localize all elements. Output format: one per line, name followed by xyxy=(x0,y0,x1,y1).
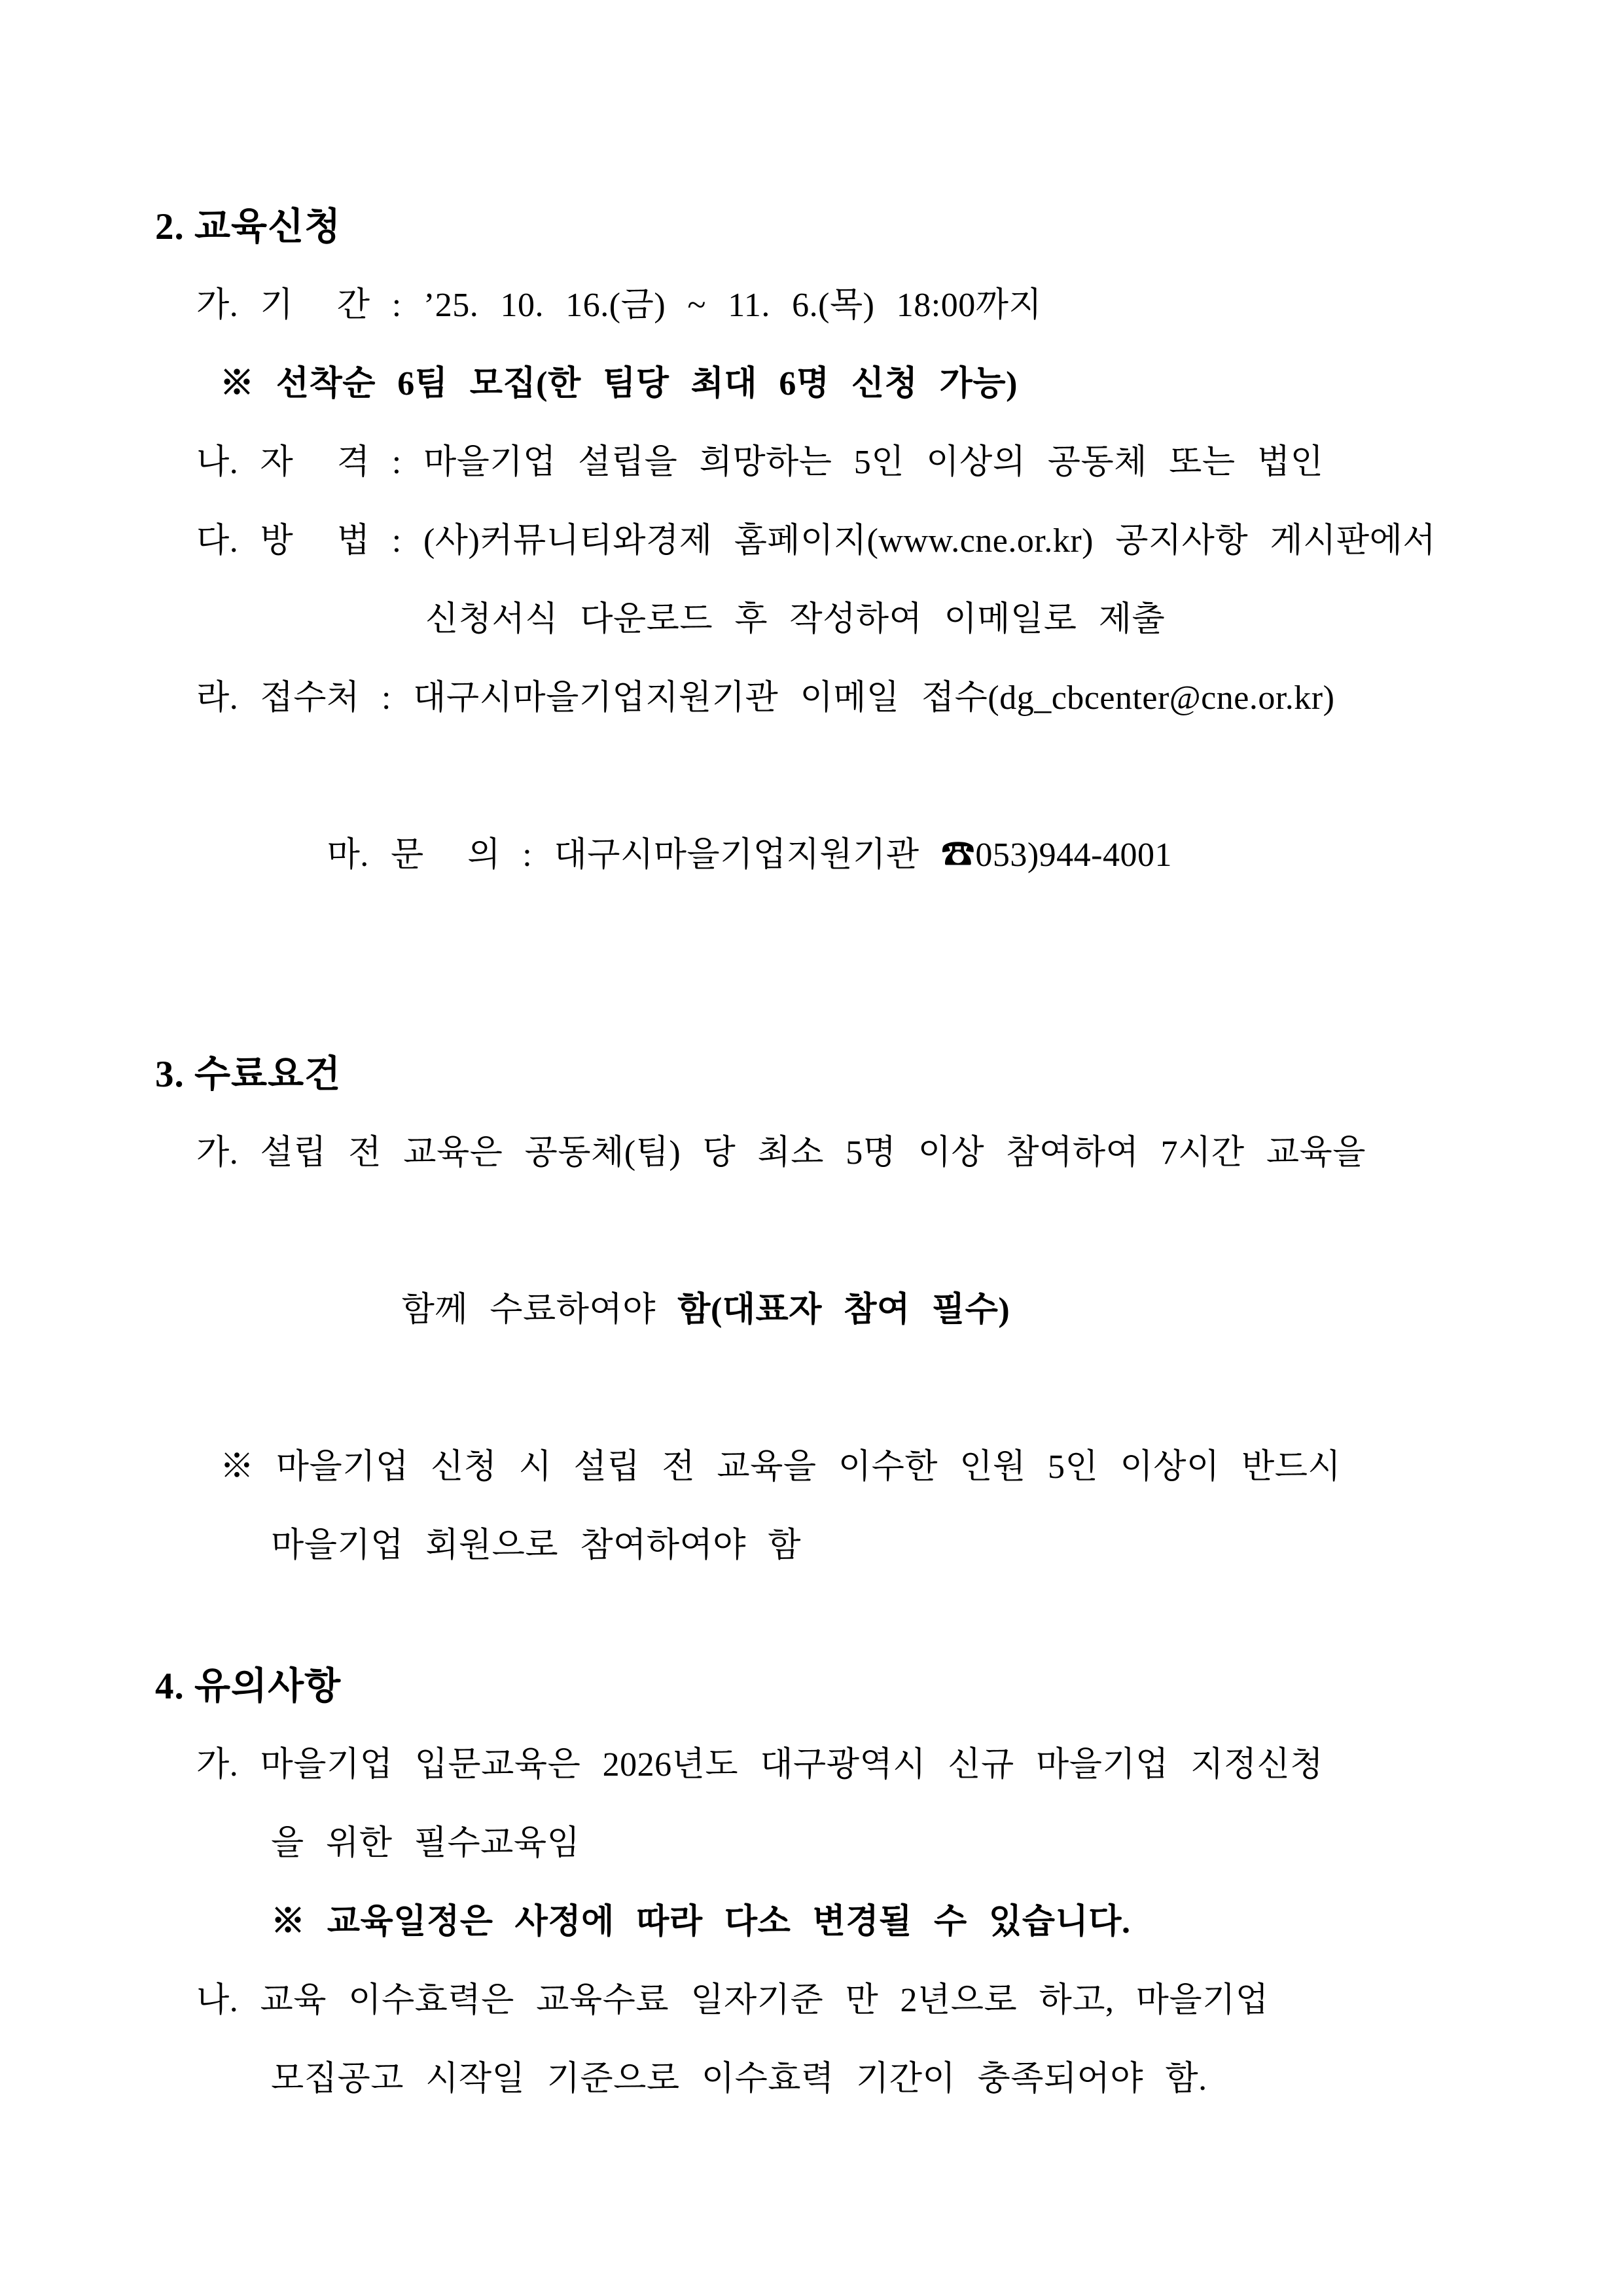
line-validity-period-cont: 모집공고 시작일 기준으로 이수효력 기간이 충족되어야 함. xyxy=(271,2060,1207,2098)
line-inquiry xyxy=(0,738,1623,973)
line-completion-note-cont: 마을기업 회원으로 참여하여야 함 xyxy=(271,1527,802,1564)
section-completion-requirements xyxy=(0,1035,1623,1585)
line-eligibility: 나. 자 격 : 마을기업 설립을 희망하는 5인 이상의 공동체 또는 법인 xyxy=(196,444,1324,481)
section-education-application xyxy=(0,188,1623,973)
representative-required-note: 함(대표자 참여 필수) xyxy=(677,1291,1010,1329)
line-application-method: 다. 방 법 : (사)커뮤니티와경제 홈페이지(www.cne.or.kr) 공지사항 게시판에서 xyxy=(196,522,1436,560)
line-submission-address: 라. 접수처 : 대구시마을기업지원기관 이메일 접수(dg_cbcenter@cne.or.kr) xyxy=(196,679,1335,717)
line-mandatory-education: 가. 마을기업 입문교육은 2026년도 대구광역시 신규 마을기업 지정신청 xyxy=(196,1746,1324,1784)
line-application-period: 가. 기 간 : ’25. 10. 16.(금) ~ 11. 6.(목) 18:00까지 xyxy=(196,287,1043,324)
line-completion-note: ※ 마을기업 신청 시 설립 전 교육을 이수한 인원 5인 이상이 반드시 xyxy=(220,1448,1342,1486)
line-completion-requirement-cont xyxy=(0,1193,1623,1428)
line-schedule-change-note: ※ 교육일정은 사정에 따라 다소 변경될 수 있습니다. xyxy=(271,1903,1131,1941)
section-2-heading: 2. 교육신청 xyxy=(155,206,342,247)
section-notes xyxy=(0,1647,1623,2119)
completion-cont-text: 함께 수료하여야 xyxy=(401,1291,678,1329)
section-4-heading: 4. 유의사항 xyxy=(155,1666,342,1707)
line-application-method-cont: 신청서식 다운로드 후 작성하여 이메일로 제출 xyxy=(425,601,1166,638)
line-inquiry-text: 마. 문 의 : 대구시마을기업지원기관 xyxy=(327,836,941,874)
line-completion-requirement: 가. 설립 전 교육은 공동체(팀) 당 최소 5명 이상 참여하여 7시간 교육을 xyxy=(196,1134,1366,1172)
line-inquiry-number: 053)944-4001 xyxy=(975,836,1172,874)
line-first-come-note: ※ 선착순 6팀 모집(한 팀당 최대 6명 신청 가능) xyxy=(220,365,1018,403)
section-3-heading: 3. 수료요건 xyxy=(155,1054,342,1095)
line-validity-period: 나. 교육 이수효력은 교육수료 일자기준 만 2년으로 하고, 마을기업 xyxy=(196,1982,1269,2019)
line-mandatory-education-cont: 을 위한 필수교육임 xyxy=(271,1825,580,1862)
phone-icon: ☎ xyxy=(940,836,976,874)
